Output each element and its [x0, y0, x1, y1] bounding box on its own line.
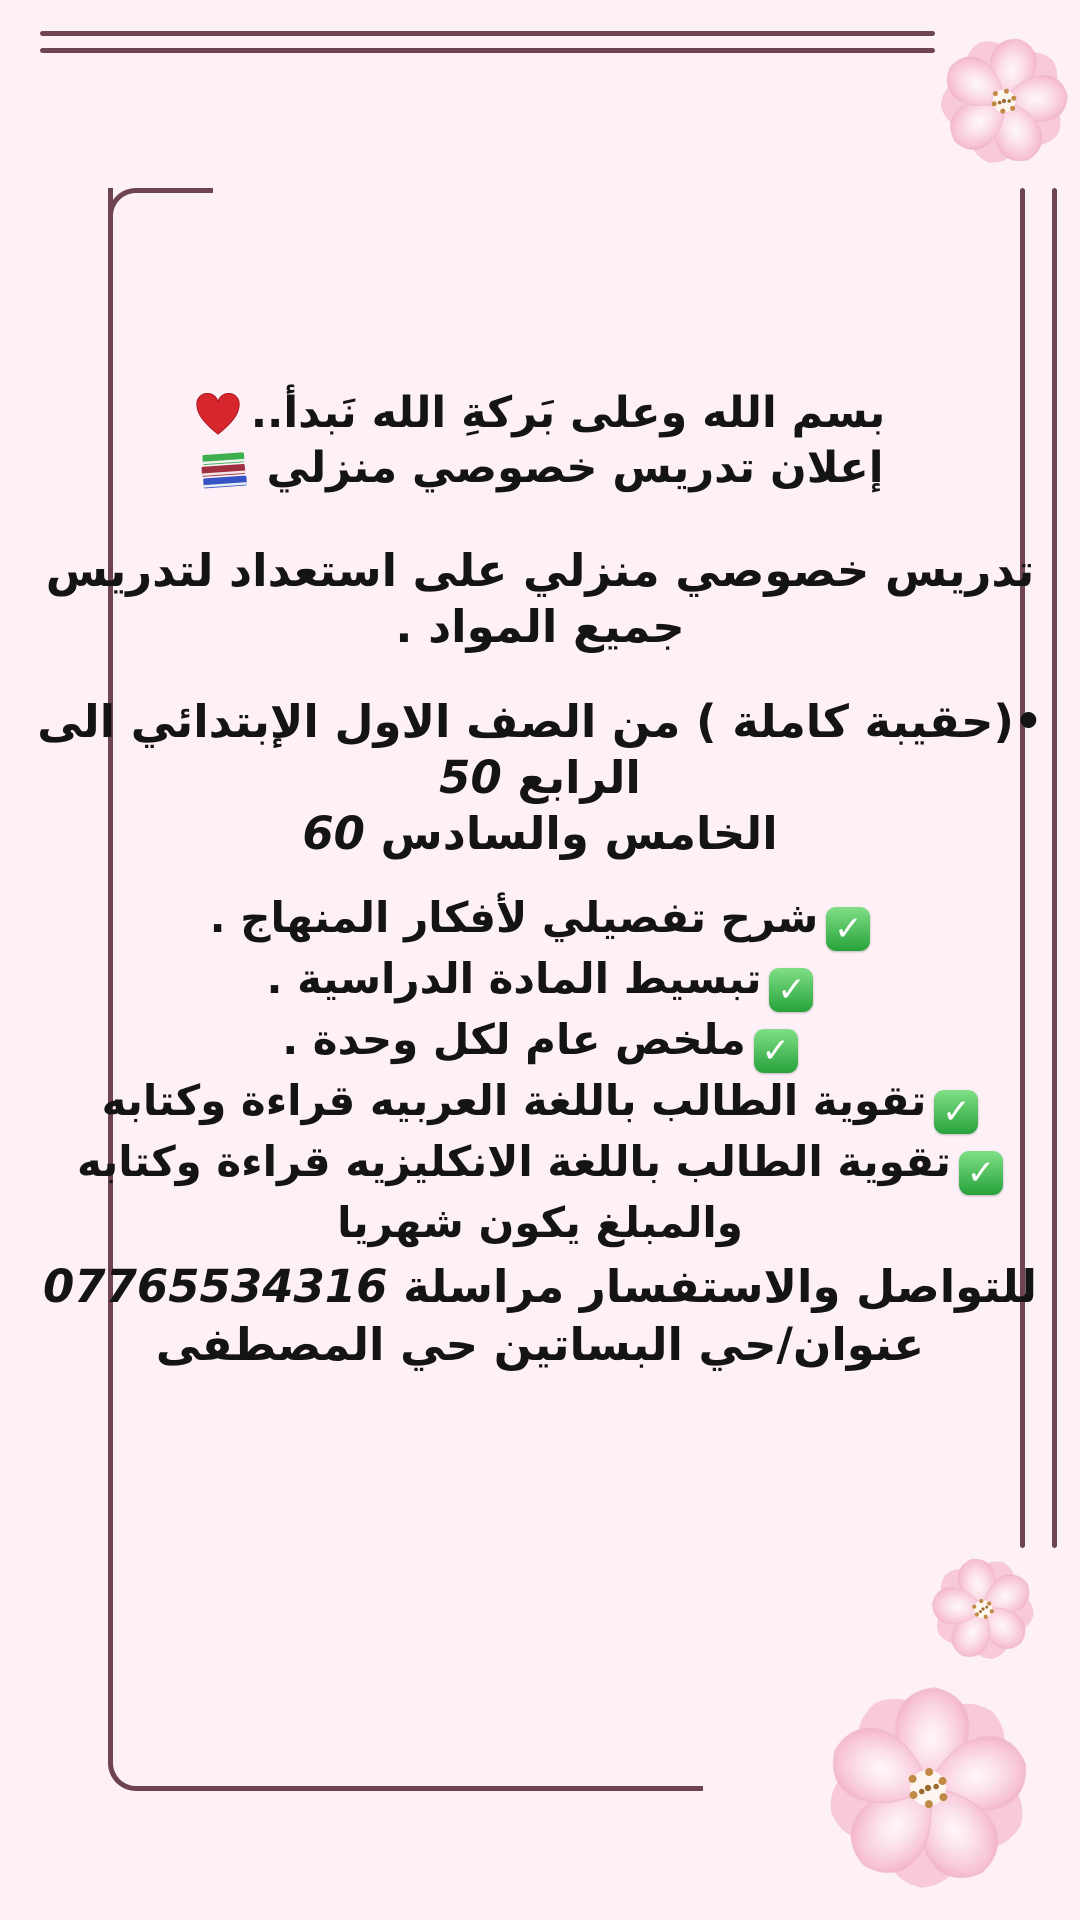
price-grade-4: [0, 750, 1080, 806]
check-icon: ✓: [826, 907, 870, 951]
contact-block: [0, 1258, 1080, 1374]
phone-number: 07765534316: [42, 1260, 388, 1313]
top-divider-line-1: [40, 31, 935, 36]
pricing-block: [0, 694, 1080, 862]
features-block: [0, 890, 1080, 1250]
address-line: عنوان/حي البساتين حي المصطفى: [155, 1318, 925, 1371]
price-grade-5-6: [0, 806, 1080, 862]
grade-4-label: الرابع: [517, 751, 641, 804]
feature-item: ✓تقوية الطالب باللغة العربيه قراءة وكتابه: [0, 1073, 1080, 1134]
announcement-line: [0, 441, 1080, 496]
monthly-note: والمبلغ يكون شهريا: [337, 1198, 743, 1247]
pricing-header: •(حقيبة كاملة ) من الصف الاول الإبتدائي الى: [37, 695, 1043, 748]
feature-item: ✓تبسيط المادة الدراسية .: [0, 951, 1080, 1012]
heart-icon: [195, 393, 241, 437]
flower-bottom-small: [910, 1535, 1056, 1684]
grade-5-6-price: 60: [302, 807, 365, 860]
books-icon: [197, 442, 251, 492]
intro-line-1: تدريس خصوصي منزلي على استعداد لتدريس: [45, 544, 1035, 597]
bismillah-text: بسم الله وعلى بَركةِ الله نَبدأ..: [250, 388, 886, 438]
flower-top-right: [911, 6, 1080, 196]
top-divider-line-2: [40, 48, 935, 53]
grade-5-6-label: الخامس والسادس: [380, 807, 778, 860]
intro-line-2: جميع المواد .: [395, 600, 685, 653]
contact-line: [0, 1258, 1080, 1316]
intro-block: [0, 543, 1080, 655]
feature-item: ✓ملخص عام لكل وحدة .: [0, 1012, 1080, 1073]
header-block: [0, 386, 1080, 496]
check-icon: ✓: [769, 968, 813, 1012]
check-icon: ✓: [934, 1090, 978, 1134]
check-icon: ✓: [959, 1151, 1003, 1195]
flower-bottom-large: [798, 1660, 1058, 1916]
bismillah-line: [0, 386, 1080, 441]
announcement-title: إعلان تدريس خصوصي منزلي: [266, 443, 884, 493]
feature-item: ✓شرح تفصيلي لأفكار المنهاج .: [0, 890, 1080, 951]
grade-4-price: 50: [439, 751, 502, 804]
feature-item: ✓تقوية الطالب باللغة الانكليزيه قراءة وكتابه: [0, 1134, 1080, 1195]
contact-label: للتواصل والاستفسار مراسلة: [403, 1260, 1038, 1313]
check-icon: ✓: [754, 1029, 798, 1073]
